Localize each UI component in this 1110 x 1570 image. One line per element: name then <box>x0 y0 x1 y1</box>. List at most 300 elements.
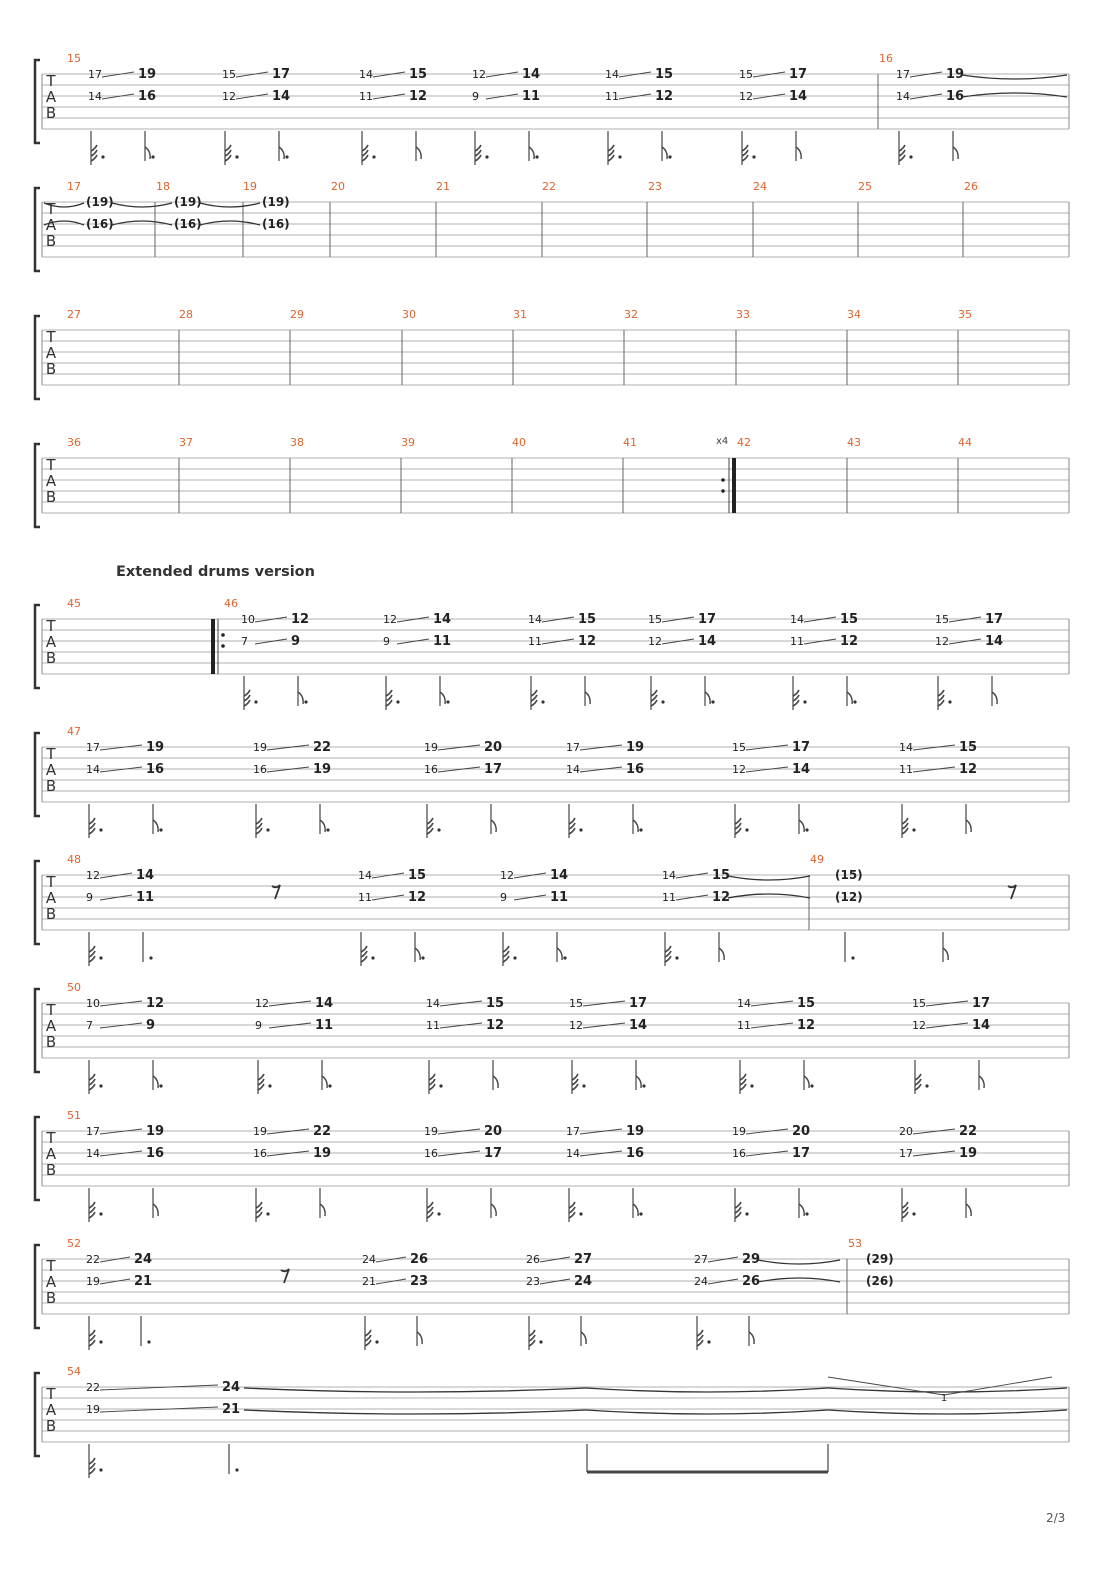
tab-clef-letter: B <box>45 104 57 122</box>
tab-clef-letter: T <box>46 328 56 346</box>
fret-to: 11 <box>550 890 569 905</box>
dot <box>375 1340 378 1343</box>
fret-to: 9 <box>291 634 301 649</box>
slide-line <box>753 72 785 77</box>
dot <box>99 1084 102 1087</box>
tuplet-bracket <box>944 1377 1052 1395</box>
fret-to: 16 <box>626 1146 645 1161</box>
fret-to: 22 <box>313 1124 332 1139</box>
fret-from: 11 <box>605 90 619 103</box>
note-flag <box>415 948 420 960</box>
note-flag <box>322 1076 327 1088</box>
slide-line <box>580 1151 622 1156</box>
fret-from: 10 <box>86 997 100 1010</box>
measure-number: 42 <box>737 436 751 449</box>
dot <box>579 1212 582 1215</box>
note-flag <box>585 692 590 704</box>
held-fret: (12) <box>835 890 863 904</box>
tab-clef-letter: A <box>45 472 57 490</box>
slide-line <box>397 639 429 644</box>
note-flag <box>847 692 852 704</box>
slide-line <box>267 1151 309 1156</box>
tab-clef-letter: T <box>46 1385 56 1403</box>
fret-from: 12 <box>472 68 486 81</box>
measure-number: 34 <box>847 308 861 321</box>
slide-line <box>926 1001 968 1006</box>
repeat-dot <box>721 478 725 482</box>
measure-number: 22 <box>542 180 556 193</box>
measure-number: 31 <box>513 308 527 321</box>
fret-to: 15 <box>959 740 978 755</box>
fret-to: 19 <box>146 740 165 755</box>
measure-number: 38 <box>290 436 304 449</box>
fret-to: 15 <box>408 868 427 883</box>
dot <box>661 700 664 703</box>
fret-to: 14 <box>792 762 811 777</box>
note-flag <box>279 147 284 159</box>
slide-line <box>100 1279 130 1284</box>
note-flag <box>320 820 325 832</box>
tie-arc <box>962 75 1067 79</box>
slide-line <box>676 895 708 900</box>
slide-line <box>438 745 480 750</box>
measure-number: 27 <box>67 308 81 321</box>
note-flag <box>320 1204 325 1216</box>
dot <box>912 828 915 831</box>
slide-line <box>619 72 651 77</box>
fret-from: 19 <box>86 1275 100 1288</box>
system-bracket <box>35 444 40 527</box>
tab-system <box>35 308 1069 399</box>
fret-from: 9 <box>500 891 507 904</box>
fret-to: 26 <box>410 1252 429 1267</box>
slide-line <box>540 1257 570 1262</box>
slide-line <box>267 767 309 772</box>
fret-from: 12 <box>739 90 753 103</box>
dot <box>149 956 152 959</box>
note-flag <box>636 1076 641 1088</box>
tab-clef-letter: A <box>45 1017 57 1035</box>
system-bracket <box>35 60 40 143</box>
fret-to: 17 <box>484 762 503 777</box>
slide-line <box>708 1257 738 1262</box>
dot <box>372 155 375 158</box>
repeat-dot <box>221 644 225 648</box>
fret-from: 22 <box>86 1253 100 1266</box>
tab-system <box>35 725 1069 838</box>
fret-from: 10 <box>241 613 255 626</box>
note-flag <box>298 692 303 704</box>
measure-number: 18 <box>156 180 170 193</box>
fret-from: 17 <box>88 68 102 81</box>
note-flag <box>153 1204 158 1216</box>
tab-clef-letter: B <box>45 649 57 667</box>
fret-from: 14 <box>88 90 102 103</box>
fret-from: 12 <box>222 90 236 103</box>
fret-to: 11 <box>315 1018 334 1033</box>
tab-clef-letter: A <box>45 1273 57 1291</box>
held-fret: (15) <box>835 868 863 882</box>
dot <box>803 700 806 703</box>
note-flag <box>153 1076 158 1088</box>
slide-line <box>804 639 836 644</box>
tie-arc <box>112 203 172 207</box>
fret-to: 14 <box>550 868 569 883</box>
slide-line <box>100 1001 142 1006</box>
fret-to: 19 <box>138 67 157 82</box>
fret-to: 24 <box>574 1274 593 1289</box>
measure-number: 40 <box>512 436 526 449</box>
note-flag <box>440 692 445 704</box>
slide-line <box>438 1129 480 1134</box>
tab-system <box>35 597 1069 710</box>
fret-from: 24 <box>362 1253 376 1266</box>
fret-from: 14 <box>86 1147 100 1160</box>
fret-from: 19 <box>732 1125 746 1138</box>
dot <box>750 1084 753 1087</box>
fret-to: 15 <box>409 67 428 82</box>
system-bracket <box>35 1245 40 1328</box>
fret-from: 11 <box>426 1019 440 1032</box>
slide-line <box>913 1151 955 1156</box>
dot <box>446 700 449 703</box>
note-flag <box>557 948 562 960</box>
tab-clef-letter: B <box>45 1161 57 1179</box>
fret-to: 17 <box>789 67 808 82</box>
measure-number: 28 <box>179 308 193 321</box>
measure-number: 51 <box>67 1109 81 1122</box>
slide-line <box>438 767 480 772</box>
slide-line <box>949 617 981 622</box>
dot <box>266 1212 269 1215</box>
tab-clef-letter: B <box>45 1289 57 1307</box>
fret-from: 14 <box>605 68 619 81</box>
fret-to: 12 <box>291 612 310 627</box>
fret-from: 14 <box>426 997 440 1010</box>
system-bracket <box>35 989 40 1072</box>
fret-from: 19 <box>253 741 267 754</box>
system-bracket <box>35 861 40 944</box>
fret-from: 16 <box>732 1147 746 1160</box>
dot <box>151 155 154 158</box>
tab-clef-letter: B <box>45 777 57 795</box>
tab-system <box>35 52 1069 165</box>
fret-to: 14 <box>272 89 291 104</box>
measure-number: 23 <box>648 180 662 193</box>
fret-from: 15 <box>732 741 746 754</box>
slide-line <box>804 617 836 622</box>
fret-to: 20 <box>484 740 503 755</box>
dot <box>582 1084 585 1087</box>
fret-to: 15 <box>578 612 597 627</box>
slide-line <box>753 94 785 99</box>
fret-to: 14 <box>136 868 155 883</box>
dot <box>745 828 748 831</box>
tab-system <box>35 1365 1069 1478</box>
tab-clef-letter: T <box>46 745 56 763</box>
fret-from: 22 <box>86 1381 100 1394</box>
measure-number: 44 <box>958 436 972 449</box>
fret-from: 14 <box>662 869 676 882</box>
slide-line <box>486 72 518 77</box>
fret-from: 11 <box>528 635 542 648</box>
slide-line <box>542 639 574 644</box>
dot <box>539 1340 542 1343</box>
fret-to: 15 <box>797 996 816 1011</box>
tab-clef-letter: T <box>46 1257 56 1275</box>
measure-number: 41 <box>623 436 637 449</box>
fret-to: 11 <box>136 890 155 905</box>
tab-system <box>35 981 1069 1094</box>
fret-from: 23 <box>526 1275 540 1288</box>
fret-to: 14 <box>433 612 452 627</box>
note-flag <box>633 1204 638 1216</box>
fret-from: 15 <box>222 68 236 81</box>
slide-line <box>913 745 955 750</box>
fret-to: 21 <box>222 1402 241 1417</box>
tie-arc <box>586 1388 828 1392</box>
fret-from: 17 <box>566 741 580 754</box>
tab-system <box>35 1109 1069 1222</box>
fret-to: 16 <box>626 762 645 777</box>
held-fret: (19) <box>262 195 290 209</box>
dot <box>437 1212 440 1215</box>
note-flag <box>799 1204 804 1216</box>
dot <box>99 1212 102 1215</box>
dot <box>639 828 642 831</box>
tab-clef-letter: T <box>46 1001 56 1019</box>
slide-line <box>913 1129 955 1134</box>
measure-number: 21 <box>436 180 450 193</box>
fret-from: 12 <box>255 997 269 1010</box>
repeat-dot <box>221 633 225 637</box>
fret-to: 12 <box>408 890 427 905</box>
tab-clef-letter: A <box>45 1401 57 1419</box>
slide-line <box>373 94 405 99</box>
note-flag <box>796 147 801 159</box>
tab-clef-letter: B <box>45 1033 57 1051</box>
fret-to: 17 <box>698 612 717 627</box>
dot <box>268 1084 271 1087</box>
measure-number: 17 <box>67 180 81 193</box>
dot <box>805 1212 808 1215</box>
fret-to: 17 <box>792 1146 811 1161</box>
dot <box>513 956 516 959</box>
fret-to: 12 <box>578 634 597 649</box>
dot <box>912 1212 915 1215</box>
fret-to: 19 <box>626 1124 645 1139</box>
system-bracket <box>35 1373 40 1456</box>
slide-line <box>580 745 622 750</box>
fret-to: 24 <box>222 1380 241 1395</box>
measure-number: 36 <box>67 436 81 449</box>
held-fret: (19) <box>86 195 114 209</box>
tab-clef-letter: A <box>45 889 57 907</box>
slide-line <box>100 767 142 772</box>
dot <box>948 700 951 703</box>
fret-from: 14 <box>899 741 913 754</box>
fret-from: 7 <box>241 635 248 648</box>
fret-to: 11 <box>522 89 541 104</box>
measure-number: 35 <box>958 308 972 321</box>
fret-from: 11 <box>790 635 804 648</box>
fret-from: 14 <box>566 1147 580 1160</box>
fret-from: 16 <box>424 1147 438 1160</box>
note-flag <box>966 1204 971 1216</box>
fret-to: 12 <box>409 89 428 104</box>
slide-line <box>910 94 942 99</box>
measure-number: 25 <box>858 180 872 193</box>
dot <box>99 1340 102 1343</box>
tab-clef-letter: T <box>46 72 56 90</box>
dot <box>266 828 269 831</box>
dot <box>639 1212 642 1215</box>
fret-from: 15 <box>648 613 662 626</box>
fret-from: 12 <box>86 869 100 882</box>
dot <box>421 956 424 959</box>
fret-to: 19 <box>626 740 645 755</box>
dot <box>439 1084 442 1087</box>
measure-number: 15 <box>67 52 81 65</box>
fret-to: 14 <box>789 89 808 104</box>
tie-arc <box>828 1388 1067 1392</box>
held-fret: (29) <box>866 1252 894 1266</box>
slide-line <box>514 873 546 878</box>
slide-line <box>746 1151 788 1156</box>
fret-to: 14 <box>629 1018 648 1033</box>
note-flag <box>491 1204 496 1216</box>
dot <box>711 700 714 703</box>
fret-to: 16 <box>146 1146 165 1161</box>
tab-clef-letter: A <box>45 761 57 779</box>
slide-line <box>440 1001 482 1006</box>
fret-to: 20 <box>484 1124 503 1139</box>
tie-arc <box>200 203 260 207</box>
fret-to: 20 <box>792 1124 811 1139</box>
fret-from: 19 <box>86 1403 100 1416</box>
slide-line <box>662 639 694 644</box>
fret-from: 12 <box>383 613 397 626</box>
slide-line <box>486 94 518 99</box>
fret-from: 14 <box>896 90 910 103</box>
slide-line <box>540 1279 570 1284</box>
fret-to: 14 <box>698 634 717 649</box>
slide-line <box>255 639 287 644</box>
fret-to: 15 <box>655 67 674 82</box>
fret-to: 19 <box>313 762 332 777</box>
fret-from: 14 <box>358 869 372 882</box>
measure-number: 32 <box>624 308 638 321</box>
fret-from: 14 <box>359 68 373 81</box>
dot <box>675 956 678 959</box>
measure-number: 46 <box>224 597 238 610</box>
tie-arc <box>586 1410 828 1414</box>
slide-line <box>100 1257 130 1262</box>
fret-to: 12 <box>840 634 859 649</box>
tab-system <box>35 853 1069 966</box>
note-flag <box>491 820 496 832</box>
slide-line <box>267 745 309 750</box>
dot <box>563 956 566 959</box>
slide-line <box>751 1023 793 1028</box>
fret-from: 12 <box>500 869 514 882</box>
fret-from: 24 <box>694 1275 708 1288</box>
fret-to: 12 <box>712 890 731 905</box>
fret-from: 12 <box>732 763 746 776</box>
fret-from: 9 <box>383 635 390 648</box>
fret-from: 20 <box>899 1125 913 1138</box>
note-flag <box>529 147 534 159</box>
fret-to: 12 <box>655 89 674 104</box>
fret-to: 15 <box>840 612 859 627</box>
tab-clef-letter: T <box>46 200 56 218</box>
measure-number: 50 <box>67 981 81 994</box>
note-flag <box>705 692 710 704</box>
slide-line <box>619 94 651 99</box>
fret-to: 22 <box>313 740 332 755</box>
fret-to: 29 <box>742 1252 761 1267</box>
dot <box>285 155 288 158</box>
held-fret: (16) <box>86 217 114 231</box>
slide-line <box>708 1279 738 1284</box>
fret-to: 23 <box>410 1274 429 1289</box>
measure-number: 48 <box>67 853 81 866</box>
slide-line <box>102 94 134 99</box>
measure-number: 43 <box>847 436 861 449</box>
slide-line <box>100 1129 142 1134</box>
fret-from: 15 <box>935 613 949 626</box>
dot <box>99 828 102 831</box>
dot <box>707 1340 710 1343</box>
dot <box>371 956 374 959</box>
fret-to: 16 <box>146 762 165 777</box>
slide-line <box>746 767 788 772</box>
fret-from: 17 <box>566 1125 580 1138</box>
slide-line <box>746 1129 788 1134</box>
dot <box>810 1084 813 1087</box>
dot <box>618 155 621 158</box>
measure-number: 26 <box>964 180 978 193</box>
dot <box>328 1084 331 1087</box>
dot <box>304 700 307 703</box>
tie-arc <box>728 876 810 880</box>
fret-from: 9 <box>86 891 93 904</box>
fret-from: 11 <box>899 763 913 776</box>
note-flag <box>145 147 150 159</box>
fret-to: 22 <box>959 1124 978 1139</box>
measure-number: 49 <box>810 853 824 866</box>
note-flag <box>662 147 667 159</box>
measure-number: 45 <box>67 597 81 610</box>
dot <box>235 1468 238 1471</box>
fret-to: 11 <box>433 634 452 649</box>
tab-clef-letter: T <box>46 873 56 891</box>
slide-line <box>373 72 405 77</box>
note-flag <box>581 1332 586 1344</box>
dot <box>254 700 257 703</box>
measure-number: 52 <box>67 1237 81 1250</box>
fret-from: 12 <box>912 1019 926 1032</box>
slide-line <box>100 895 132 900</box>
slide-line <box>100 873 132 878</box>
tie-arc <box>828 1410 1067 1414</box>
tab-clef-letter: B <box>45 232 57 250</box>
slide-line <box>100 1385 218 1390</box>
fret-from: 17 <box>899 1147 913 1160</box>
fret-to: 19 <box>959 1146 978 1161</box>
note-flag <box>633 820 638 832</box>
fret-from: 11 <box>662 891 676 904</box>
